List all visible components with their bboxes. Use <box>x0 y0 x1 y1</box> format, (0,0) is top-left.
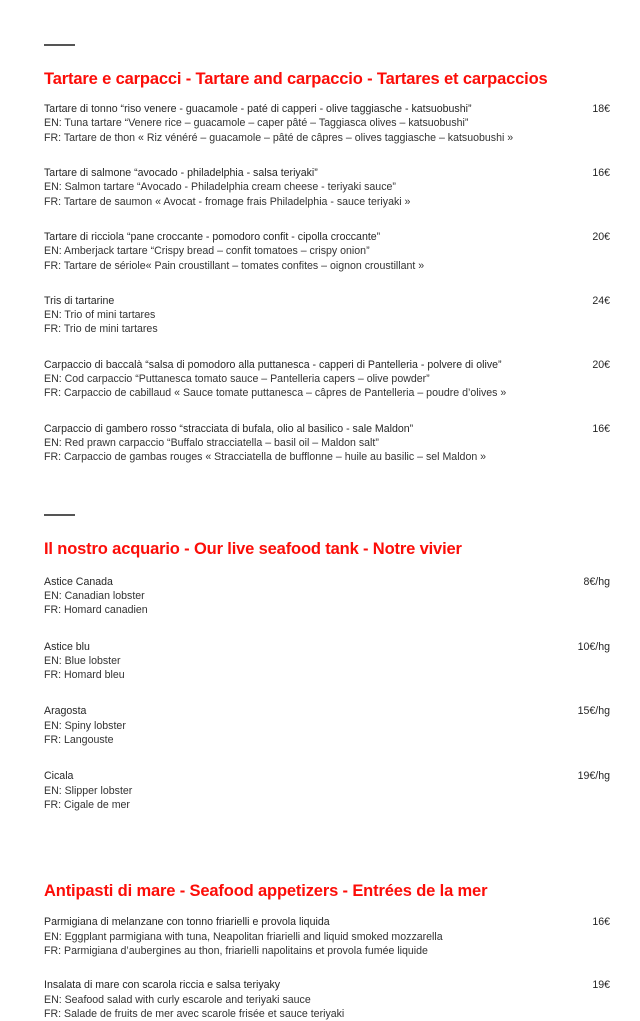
menu-item-descriptions <box>44 575 538 618</box>
menu-item-name-it: Aragosta <box>44 705 87 718</box>
menu-item-price: 16€ <box>592 422 610 435</box>
menu-section-tartare-carpaccio <box>44 44 610 464</box>
menu-item <box>44 915 610 958</box>
menu-item-name-fr: FR: Langouste <box>44 734 114 746</box>
section-heading-acquario: Il nostro acquario - Our live seafood tank - Notre vivier <box>44 540 462 559</box>
menu-section-acquario <box>44 514 610 812</box>
menu-item-price: 18€ <box>592 103 610 116</box>
menu-item-price: 8€/hg <box>583 575 610 588</box>
menu-item-descriptions <box>44 102 548 145</box>
menu-item <box>44 102 610 145</box>
menu-item-price: 15€/hg <box>577 705 610 718</box>
menu-item-price: 19€/hg <box>577 770 610 783</box>
menu-item-descriptions <box>44 166 548 209</box>
menu-item-name-en: EN: Blue lobster <box>44 654 121 667</box>
menu-item-name-fr: FR: Parmigiana d’aubergines au thon, friarielli napolitains et provola fumée liquide <box>44 944 428 957</box>
menu-item-name-en: EN: Spiny lobster <box>44 719 126 732</box>
menu-item-descriptions <box>44 230 548 273</box>
menu-item-price: 10€/hg <box>577 640 610 653</box>
menu-item-price: 19€ <box>592 979 610 992</box>
menu-item-price: 24€ <box>592 294 610 307</box>
menu-item <box>44 575 610 618</box>
menu-item <box>44 294 610 337</box>
menu-item-descriptions <box>44 915 548 958</box>
menu-item-name-fr: FR: Salade de fruits de mer avec scarole frisée et sauce teriyaki <box>44 1007 345 1020</box>
menu-item <box>44 769 610 812</box>
menu-item-name-fr: FR: Tartare de thon « Riz vénéré – guacamole – pâté de câpres – olives taggiasche – katsuobushi » <box>44 131 514 144</box>
menu-item <box>44 704 610 747</box>
menu-item-name-en: EN: Canadian lobster <box>44 589 145 602</box>
menu-item-descriptions <box>44 640 538 683</box>
section-divider-rule <box>44 44 75 46</box>
menu-item-name-en: EN: Trio of mini tartares <box>44 309 156 322</box>
menu-item-name-fr: FR: Tartare de sériole« Pain croustillant – tomates confites – oignon croustillant » <box>44 259 425 272</box>
menu-item-price: 20€ <box>592 230 610 243</box>
menu-item-descriptions <box>44 978 548 1021</box>
menu-item-name-it: Astice blu <box>44 640 90 653</box>
menu-item-name-fr: FR: Homard canadien <box>44 604 148 617</box>
menu-item-list-antipasti-mare <box>44 915 610 1021</box>
menu-item-list-acquario <box>44 575 610 813</box>
menu-item-name-fr: FR: Trio de mini tartares <box>44 323 158 336</box>
menu-item-name-en: EN: Amberjack tartare “Crispy bread – confit tomatoes – crispy onion” <box>44 245 370 258</box>
menu-item-name-it: Parmigiana di melanzane con tonno friarielli e provola liquida <box>44 916 330 929</box>
menu-item-price: 20€ <box>592 358 610 371</box>
section-heading-antipasti-mare: Antipasti di mare - Seafood appetizers - Entrées de la mer <box>44 882 488 901</box>
menu-item-name-it: Carpaccio di gambero rosso “stracciata di bufala, olio al basilico - sale Maldon” <box>44 422 414 435</box>
menu-item-name-it: Astice Canada <box>44 575 113 588</box>
menu-item-name-en: EN: Eggplant parmigiana with tuna, Neapolitan friarielli and liquid smoked mozzarella <box>44 930 443 943</box>
menu-item-descriptions <box>44 422 548 465</box>
menu-item-list-tartare-carpaccio <box>44 102 610 464</box>
section-spacer <box>44 834 610 882</box>
menu-item <box>44 166 610 209</box>
menu-item-name-fr: FR: Carpaccio de gambas rouges « Stracciatella de bufflonne – huile au basilic – sel Maldon » <box>44 451 487 464</box>
menu-item <box>44 640 610 683</box>
section-heading-tartare-carpaccio: Tartare e carpacci - Tartare and carpaccio - Tartares et carpaccios <box>44 70 548 88</box>
menu-item-name-en: EN: Cod carpaccio “Puttanesca tomato sauce – Pantelleria capers – olive powder” <box>44 373 430 385</box>
menu-item <box>44 230 610 273</box>
menu-item <box>44 422 610 465</box>
menu-section-antipasti-mare <box>44 882 610 1021</box>
menu-item-descriptions <box>44 358 548 401</box>
menu-item-name-fr: FR: Tartare de saumon « Avocat - fromage frais Philadelphia - sauce teriyaki » <box>44 195 411 208</box>
menu-item-name-fr: FR: Homard bleu <box>44 669 125 682</box>
menu-item-name-it: Cicala <box>44 770 74 783</box>
menu-item-name-en: EN: Slipper lobster <box>44 784 133 797</box>
menu-item-name-en: EN: Tuna tartare “Venere rice – guacamole – caper pâté – Taggiasca olives – katsuobushi” <box>44 117 469 130</box>
menu-item-price: 16€ <box>592 167 610 180</box>
menu-item <box>44 358 610 401</box>
menu-item-descriptions <box>44 704 538 747</box>
menu-item-name-fr: FR: Cigale de mer <box>44 798 130 811</box>
menu-item-name-it: Tartare di ricciola “pane croccante - pomodoro confit - cipolla croccante” <box>44 230 381 243</box>
section-divider-rule <box>44 514 75 516</box>
menu-item-name-it: Carpaccio di baccalà “salsa di pomodoro alla puttanesca - capperi di Pantelleria - polvere di olive” <box>44 358 502 371</box>
menu-item-name-en: EN: Salmon tartare “Avocado - Philadelphia cream cheese - teriyaki sauce” <box>44 181 396 194</box>
menu-item-descriptions <box>44 769 538 812</box>
menu-item-name-fr: FR: Carpaccio de cabillaud « Sauce tomate puttanesca – câpres de Pantelleria – poudre d’olives » <box>44 387 507 400</box>
menu-item-name-it: Tartare di salmone “avocado - philadelphia - salsa teriyaki” <box>44 167 318 180</box>
menu-item-name-it: Tris di tartarine <box>44 294 115 307</box>
menu-item-name-en: EN: Seafood salad with curly escarole and teriyaki sauce <box>44 993 311 1006</box>
menu-item <box>44 978 610 1021</box>
menu-item-name-it: Insalata di mare con scarola riccia e salsa teriyaky <box>44 979 281 992</box>
menu-item-name-it: Tartare di tonno “riso venere - guacamole - paté di capperi - olive taggiasche - katsuobushi” <box>44 103 472 116</box>
menu-item-name-en: EN: Red prawn carpaccio “Buffalo stracciatella – basil oil – Maldon salt” <box>44 436 379 449</box>
menu-item-price: 16€ <box>592 916 610 929</box>
section-spacer <box>44 464 610 514</box>
menu-item-descriptions <box>44 294 548 337</box>
